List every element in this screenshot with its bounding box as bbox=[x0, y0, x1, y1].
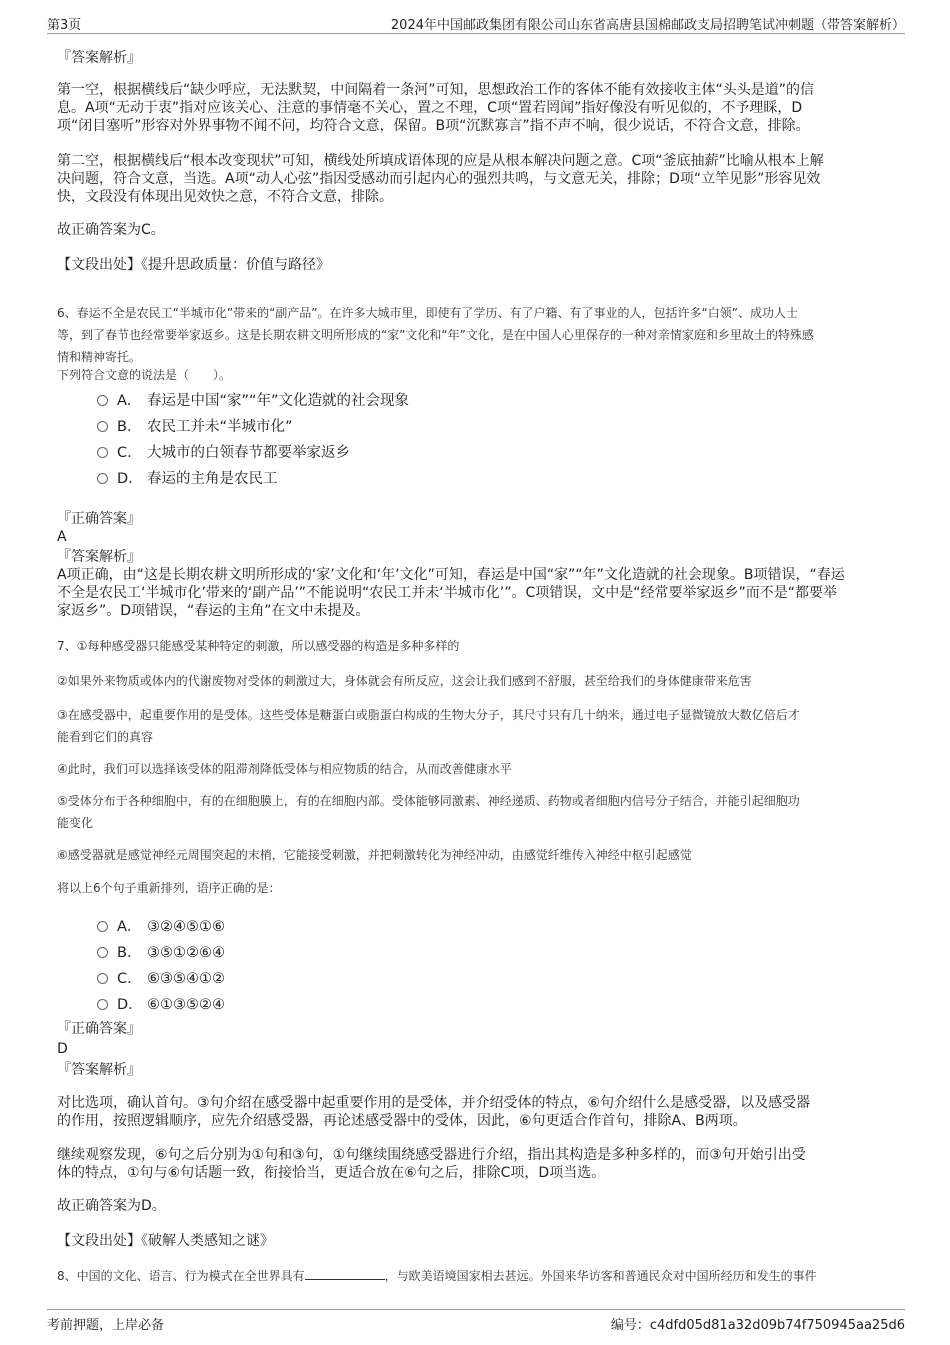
fill-blank[interactable] bbox=[305, 1267, 385, 1280]
q7-analysis-label: 『答案解析』 bbox=[57, 1062, 141, 1078]
page-header bbox=[47, 12, 905, 32]
q5-analysis-para1 bbox=[57, 81, 897, 135]
q7-option-b[interactable] bbox=[97, 941, 225, 961]
q7-option-a[interactable] bbox=[97, 915, 225, 935]
text-line: 决问题，符合文意，当选。A项“动人心弦”指因受感动而引起内心的强烈共鸣，与文意无关，排除；D项“立竿见影”形容见效 bbox=[57, 171, 821, 187]
q6-option-d[interactable] bbox=[97, 467, 278, 487]
q6-option-b[interactable] bbox=[97, 415, 293, 435]
text-line: 能变化 bbox=[57, 816, 94, 830]
q7-question: 将以上6个句子重新排列，语序正确的是： bbox=[57, 881, 281, 895]
option-letter: C． bbox=[117, 445, 142, 461]
option-letter: D． bbox=[117, 471, 143, 487]
option-letter: A． bbox=[117, 393, 142, 409]
q6-analysis-label: 『答案解析』 bbox=[57, 549, 141, 565]
option-text: 农民工并未“半城市化” bbox=[147, 419, 293, 435]
q8-stem bbox=[57, 1265, 897, 1287]
text-line: A项正确，由“这是长期农耕文明所形成的‘家’文化和‘年’文化”可知，春运是中国“家”“年”文化造就的社会现象。B项错误，“春运 bbox=[57, 567, 845, 583]
q5-analysis-para2 bbox=[57, 152, 897, 206]
radio-icon[interactable] bbox=[97, 947, 108, 958]
q6-correct-label: 『正确答案』 bbox=[57, 511, 141, 527]
q7-sentence-5 bbox=[57, 790, 897, 834]
q7-analysis-para1 bbox=[57, 1094, 897, 1130]
document-title: 2024年中国邮政集团有限公司山东省高唐县国棉邮政支局招聘笔试冲刺题（带答案解析） bbox=[390, 18, 905, 33]
radio-icon[interactable] bbox=[97, 999, 108, 1010]
radio-icon[interactable] bbox=[97, 921, 108, 932]
radio-icon[interactable] bbox=[97, 973, 108, 984]
q7-sentence-6: ⑥感受器就是感觉神经元周围突起的末梢，它能接受刺激，并把刺激转化为神经冲动，由感觉纤维传入神经中枢引起感觉 bbox=[57, 848, 692, 862]
footer-slogan: 考前押题，上岸必备 bbox=[47, 1318, 165, 1333]
option-text: ⑥③⑤④①② bbox=[147, 971, 225, 987]
radio-icon[interactable] bbox=[97, 473, 108, 484]
text-line: 体的特点，①句与⑥句话题一致，衔接恰当，更适合放在⑥句之后，排除C项，D项当选。 bbox=[57, 1165, 606, 1181]
radio-icon[interactable] bbox=[97, 395, 108, 406]
text-line: 第二空，根据横线后“根本改变现状”可知，横线处所填成语体现的应是从根本解决问题之意。C项“釜底抽薪”比喻从根本上解 bbox=[57, 153, 824, 169]
header-divider bbox=[47, 33, 905, 34]
q7-option-c[interactable] bbox=[97, 967, 225, 987]
text-line: 不全是农民工‘半城市化’带来的‘副产品’”不能说明“农民工并未‘半城市化’”。C项错误，文中是“经常要举家返乡”而不是“都要举 bbox=[57, 585, 837, 601]
text-line: 家返乡”。D项错误，“春运的主角”在文中未提及。 bbox=[57, 603, 370, 619]
q6-question: 下列符合文意的说法是（ ）。 bbox=[57, 368, 232, 382]
q7-option-d[interactable] bbox=[97, 993, 225, 1013]
text-line: 项“闭目塞听”形容对外界事物不闻不问，均符合文意，保留。B项“沉默寡言”指不声不响，很少说话，不符合文意，排除。 bbox=[57, 118, 810, 134]
document-id: 编号：c4dfd05d81a32d09b74f750945aa25d6 bbox=[610, 1318, 905, 1333]
text-line: 等，到了春节也经常要举家返乡。这是长期农耕文明所形成的“家”文化和“年”文化，是在中国人心里保存的一种对亲情家庭和乡里故土的特殊感 bbox=[57, 328, 814, 342]
q7-correct-answer: D bbox=[57, 1041, 68, 1057]
radio-icon[interactable] bbox=[97, 447, 108, 458]
q6-correct-answer: A bbox=[57, 529, 67, 545]
q7-conclusion: 故正确答案为D。 bbox=[57, 1198, 166, 1214]
option-text: ③②④⑤①⑥ bbox=[147, 919, 225, 935]
text-line: ③在感受器中，起重要作用的是受体。这些受体是糖蛋白或脂蛋白构成的生物大分子，其尺寸只有几十纳米，通过电子显微镜放大数亿倍后才 bbox=[57, 708, 800, 722]
text-line: 的作用，按照逻辑顺序，应先介绍感受器，再论述感受器中的受体，因此，⑥句更适合作首句，排除A、B两项。 bbox=[57, 1113, 747, 1129]
text-line: 息。A项“无动于衷”指对应该关心、注意的事情毫不关心，置之不理，C项“置若罔闻”指好像没有听见似的，不予理睬，D bbox=[57, 100, 803, 116]
option-text: 春运是中国“家”“年”文化造就的社会现象 bbox=[147, 393, 410, 409]
q7-correct-label: 『正确答案』 bbox=[57, 1021, 141, 1037]
q6-option-a[interactable] bbox=[97, 389, 409, 409]
text-line: 情和精神寄托。 bbox=[57, 350, 142, 364]
q7-sentence-2: ②如果外来物质或体内的代谢废物对受体的刺激过大，身体就会有所反应，这会让我们感到不舒服，甚至给我们的身体健康带来危害 bbox=[57, 674, 752, 688]
q6-analysis bbox=[57, 566, 897, 620]
q7-sentence-3 bbox=[57, 704, 897, 748]
q8-stem-after: ，与欧美语境国家相去甚远。外国来华访客和普通民众对中国所经历和发生的事件 bbox=[384, 1269, 817, 1283]
text-line: 能看到它们的真容 bbox=[57, 730, 154, 744]
option-text: 大城市的白领春节都要举家返乡 bbox=[147, 445, 350, 461]
q5-conclusion: 故正确答案为C。 bbox=[57, 222, 165, 238]
q5-source: 【文段出处】《提升思政质量：价值与路径》 bbox=[57, 257, 330, 273]
option-letter: B． bbox=[117, 945, 142, 961]
q6-stem bbox=[57, 302, 897, 368]
option-text: 春运的主角是农民工 bbox=[147, 471, 278, 487]
text-line: 继续观察发现，⑥句之后分别为①句和③句，①句继续围绕感受器进行介绍，指出其构造是多种多样的，而③句开始引出受 bbox=[57, 1147, 806, 1163]
footer-divider bbox=[47, 1309, 905, 1310]
option-text: ⑥①③⑤②④ bbox=[147, 997, 225, 1013]
q5-analysis-label: 『答案解析』 bbox=[57, 50, 141, 66]
radio-icon[interactable] bbox=[97, 421, 108, 432]
text-line: 6、春运不全是农民工“半城市化”带来的“副产品”。在许多大城市里，即使有了学历、有了户籍、有了事业的人，包括许多“白领”、成功人士 bbox=[57, 306, 798, 320]
q6-option-c[interactable] bbox=[97, 441, 350, 461]
text-line: 快，文段没有体现出见效快之意，不符合文意，排除。 bbox=[57, 189, 393, 205]
q8-stem-before: 8、中国的文化、语言、行为模式在全世界具有 bbox=[57, 1269, 305, 1283]
q7-source: 【文段出处】《破解人类感知之谜》 bbox=[57, 1233, 274, 1249]
text-line: 第一空，根据横线后“缺少呼应，无法默契，中间隔着一条河”可知，思想政治工作的客体不能有效接收主体“头头是道”的信 bbox=[57, 82, 815, 98]
q7-sentence-4: ④此时，我们可以选择该受体的阻滞剂降低受体与相应物质的结合，从而改善健康水平 bbox=[57, 762, 512, 776]
option-text: ③⑤①②⑥④ bbox=[147, 945, 225, 961]
option-letter: C． bbox=[117, 971, 142, 987]
q7-analysis-para2 bbox=[57, 1146, 897, 1182]
q7-sentence-1: 7、①每种感受器只能感受某种特定的刺激，所以感受器的构造是多种多样的 bbox=[57, 639, 460, 653]
option-letter: B． bbox=[117, 419, 142, 435]
option-letter: A． bbox=[117, 919, 142, 935]
page-number: 第3页 bbox=[47, 18, 82, 33]
text-line: ⑤受体分布于各种细胞中，有的在细胞膜上，有的在细胞内部。受体能够同激素、神经递质、药物或者细胞内信号分子结合，并能引起细胞功 bbox=[57, 794, 800, 808]
option-letter: D． bbox=[117, 997, 143, 1013]
text-line: 对比选项，确认首句。③句介绍在感受器中起重要作用的是受体，并介绍受体的特点，⑥句介绍什么是感受器，以及感受器 bbox=[57, 1095, 811, 1111]
